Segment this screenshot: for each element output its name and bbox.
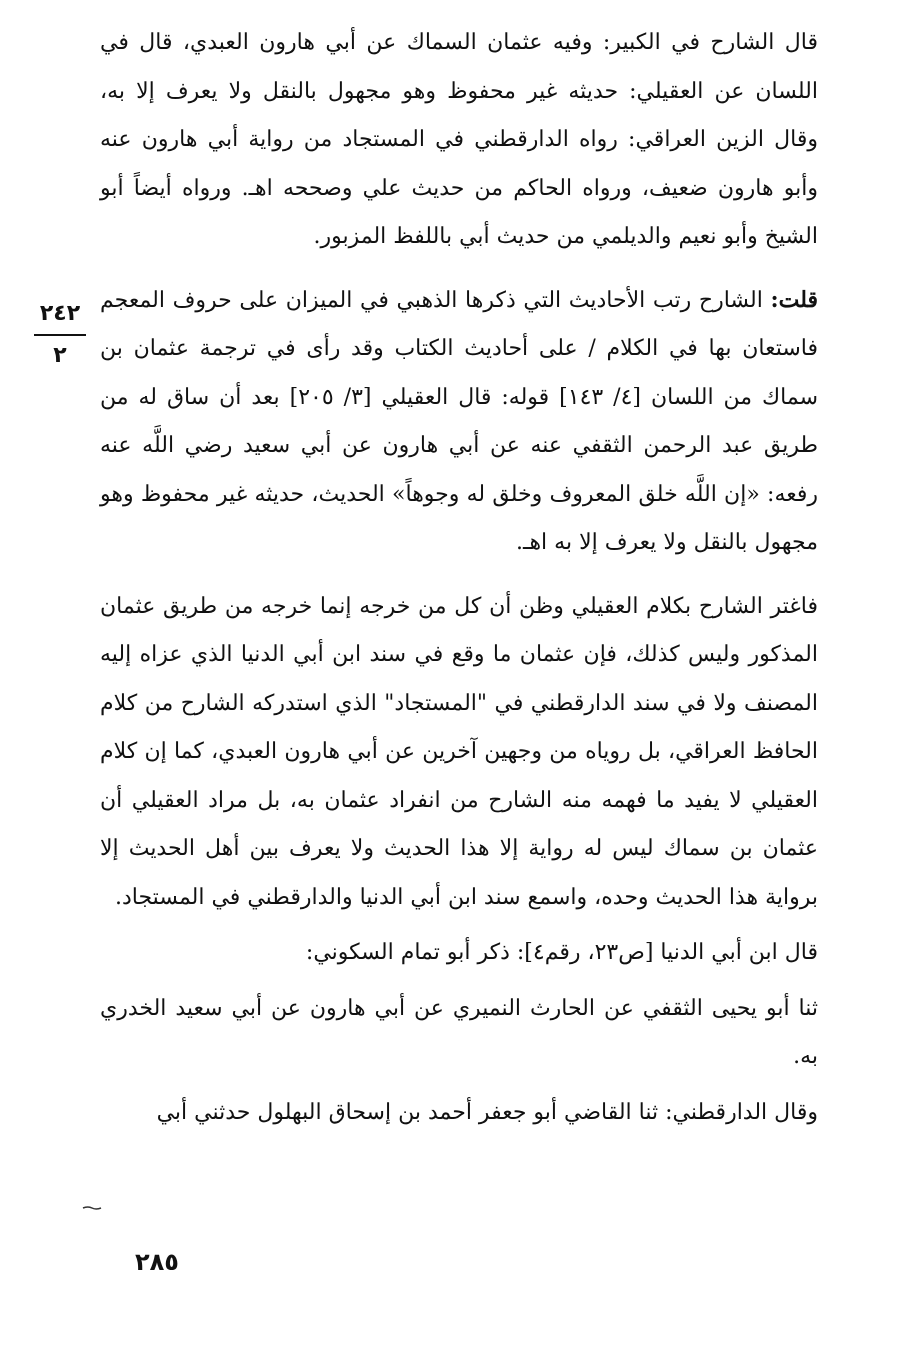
margin-reference-page: ٢٤٢	[39, 301, 81, 326]
page-body	[100, 18, 818, 1137]
paragraph-text: وقال الدارقطني: ثنا القاضي أبو جعفر أحمد بن إسحاق البهلول حدثني أبي	[156, 1099, 818, 1125]
margin-volume-reference	[32, 300, 88, 370]
paragraph-text: الشارح رتب الأحاديث التي ذكرها الذهبي في الميزان على حروف المعجم فاستعان بها في الكلام / على أحاديث الكتاب وقد رأى في ترجمة عثمان بن سماك من اللسان [٤/ ١٤٣] قوله: قال العقيلي [٣/ ٢٠٥] بعد أن ساق له من طريق عبد الرحمن الثقفي عنه عن أبي هارون عن أبي سعيد رضي اللَّه عنه رفعه: «إن اللَّه خلق المعروف وخلق له وجوهاً» الحديث، حديثه غير محفوظ وهو مجهول بالنقل ولا يعرف إلا به اهـ.	[100, 287, 819, 555]
paragraph-4	[100, 928, 818, 978]
ink-speck-mark	[82, 1206, 102, 1210]
paragraph-6	[100, 1088, 818, 1138]
paragraph-text: ثنا أبو يحيى الثقفي عن الحارث النميري عن أبي هارون عن أبي سعيد الخدري به.	[100, 995, 818, 1069]
paragraph-2	[100, 276, 818, 568]
margin-reference-divider	[34, 334, 86, 336]
margin-reference-volume: ٢	[53, 343, 67, 368]
paragraph-text: قال الشارح في الكبير: وفيه عثمان السماك عن أبي هارون العبدي، قال في اللسان عن العقيلي: حديثه غير محفوظ وهو مجهول بالنقل ولا يعرف إلا به، وقال الزين العراقي: رواه الدارقطني في المستجاد من رواية أبي هارون عنه وأبو هارون ضعيف، ورواه الحاكم من حديث علي وصححه اهـ. ورواه أيضاً أبو الشيخ وأبو نعيم والديلمي من حديث أبي باللفظ المزبور.	[100, 30, 818, 249]
paragraph-5	[100, 984, 818, 1082]
paragraph-lead: قلت:	[770, 286, 818, 313]
paragraph-1	[100, 18, 818, 262]
paragraph-text: فاغتر الشارح بكلام العقيلي وظن أن كل من خرجه إنما خرجه من طريق عثمان المذكور وليس كذلك، فإن عثمان ما وقع في سند ابن أبي الدنيا الذي عزاه إليه المصنف ولا في سند الدارقطني في "المستجاد" الذي استدركه الشارح من كلام الحافظ العراقي، بل روياه من وجهين آخرين عن أبي هارون العبدي، كما إن كلام العقيلي لا يفيد ما فهمه منه الشارح من انفراد عثمان به، بل مراد العقيلي أن عثمان بن سماك ليس له رواية إلا هذا الحديث ولا يعرف بين أهل الحديث إلا برواية هذا الحديث وحده، واسمع سند ابن أبي الدنيا والدارقطني في المستجاد.	[100, 593, 818, 910]
page-number: ٢٨٥	[135, 1248, 179, 1276]
paragraph-text: قال ابن أبي الدنيا [ص٢٣، رقم٤]: ذكر أبو تمام السكوني:	[305, 940, 818, 965]
paragraph-3	[100, 582, 818, 923]
